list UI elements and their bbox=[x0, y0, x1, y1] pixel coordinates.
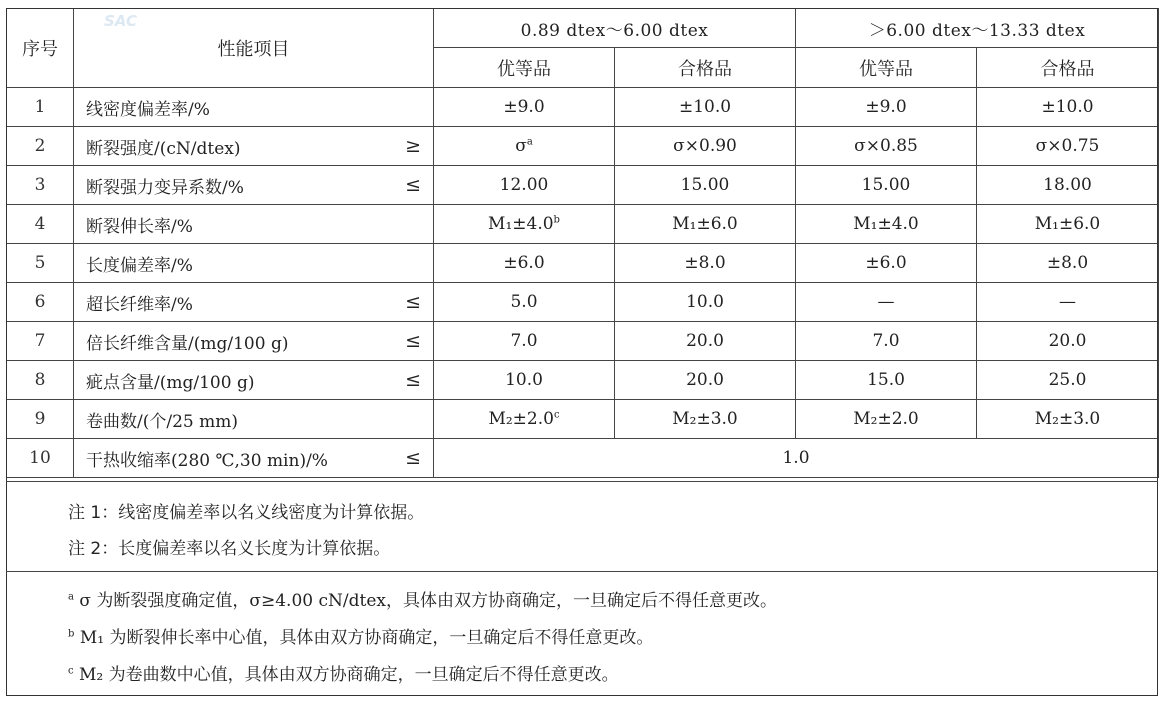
footnote-mark: a bbox=[68, 591, 74, 603]
value-text: 18.00 bbox=[1043, 175, 1092, 195]
value-text: 12.00 bbox=[499, 175, 549, 195]
value-text: σ×0.85 bbox=[854, 136, 918, 156]
row-index: 3 bbox=[7, 166, 74, 205]
row-index: 1 bbox=[7, 88, 74, 127]
footnote-a bbox=[68, 586, 777, 611]
footnote-mark: c bbox=[68, 665, 74, 677]
header-grade-superior-2: 优等品 bbox=[796, 48, 977, 88]
inequality-sign: ≤ bbox=[405, 291, 421, 313]
value-text: M₁±4.0 bbox=[853, 214, 919, 234]
note-1: 注 1：线密度偏差率以名义线密度为计算依据。 bbox=[68, 503, 425, 523]
value-text: 10.0 bbox=[686, 292, 724, 312]
footnote-ref: a bbox=[526, 136, 533, 148]
row-index: 9 bbox=[7, 400, 74, 439]
sac-watermark-logo: SAC bbox=[104, 12, 137, 30]
footnote-ref: c bbox=[553, 409, 560, 421]
footnote-b bbox=[68, 623, 653, 648]
property-label: 干热收缩率(280 ℃,30 min)/% bbox=[86, 450, 328, 471]
value-text: ±6.0 bbox=[865, 253, 907, 273]
value-text: M₁±4.0 bbox=[488, 214, 554, 234]
value-text: 15.00 bbox=[680, 175, 730, 195]
value-text: ±9.0 bbox=[503, 97, 545, 117]
value-text: ±9.0 bbox=[865, 97, 907, 117]
value-text: M₂±2.0 bbox=[488, 409, 554, 429]
footnote-text: σ 为断裂强度确定值，σ≥4.00 cN/dtex，具体由双方协商确定，一旦确定后不得任意更改。 bbox=[79, 591, 777, 611]
value-text: ±8.0 bbox=[1046, 253, 1089, 273]
inequality-sign: ≤ bbox=[405, 330, 421, 352]
value-text: ±10.0 bbox=[678, 97, 732, 117]
inequality-sign: ≤ bbox=[405, 174, 421, 196]
value-text: σ×0.90 bbox=[673, 136, 737, 156]
row-index: 6 bbox=[7, 283, 74, 322]
footnote-text: M₂ 为卷曲数中心值，具体由双方协商确定，一旦确定后不得任意更改。 bbox=[79, 665, 619, 685]
row-index: 7 bbox=[7, 322, 74, 361]
footnote-ref: b bbox=[553, 214, 560, 226]
value-text: 25.0 bbox=[1048, 370, 1087, 390]
value-text: σ bbox=[515, 136, 527, 156]
value-text: ±6.0 bbox=[503, 253, 545, 273]
header-grade-superior-1: 优等品 bbox=[434, 48, 615, 88]
row-index: 8 bbox=[7, 361, 74, 400]
value-text: ±8.0 bbox=[684, 253, 726, 273]
value-text: 20.0 bbox=[1048, 331, 1087, 351]
property-label: 线密度偏差率/% bbox=[86, 99, 210, 120]
inequality-sign: ≥ bbox=[405, 135, 421, 157]
header-grade-qualified-1: 合格品 bbox=[615, 48, 796, 88]
property-label: 断裂强力变异系数/% bbox=[86, 177, 244, 198]
row-index: 10 bbox=[7, 439, 74, 478]
note-2: 注 2：长度偏差率以名义长度为计算依据。 bbox=[68, 539, 391, 559]
footnote-c bbox=[68, 660, 619, 685]
footnote-mark: b bbox=[68, 628, 75, 640]
value-text: 10.0 bbox=[505, 370, 543, 390]
property-label: 疵点含量/(mg/100 g) bbox=[86, 372, 255, 393]
row-index: 2 bbox=[7, 127, 74, 166]
property-label: 倍长纤维含量/(mg/100 g) bbox=[86, 333, 289, 354]
property-label: 长度偏差率/% bbox=[86, 255, 193, 276]
value-text: 20.0 bbox=[686, 331, 724, 351]
row-index: 4 bbox=[7, 205, 74, 244]
value-text: 20.0 bbox=[686, 370, 724, 390]
value-text: 15.0 bbox=[867, 370, 905, 390]
header-grade-qualified-2: 合格品 bbox=[977, 48, 1159, 88]
value-text: 15.00 bbox=[861, 175, 911, 195]
value-text: M₂±2.0 bbox=[853, 409, 919, 429]
value-text: 5.0 bbox=[510, 292, 538, 312]
value-text: M₁±6.0 bbox=[672, 214, 738, 234]
value-text: 7.0 bbox=[872, 331, 900, 351]
value-text: M₁±6.0 bbox=[1034, 214, 1101, 234]
property-label: 卷曲数/(个/25 mm) bbox=[86, 411, 238, 432]
value-text: M₂±3.0 bbox=[672, 409, 738, 429]
value-cell: 1.0 bbox=[434, 439, 1159, 478]
header-range-2: ＞6.00 dtex～13.33 dtex bbox=[796, 9, 1159, 48]
property-label: 超长纤维率/% bbox=[86, 294, 193, 315]
row-index: 5 bbox=[7, 244, 74, 283]
inequality-sign: ≤ bbox=[405, 447, 421, 469]
header-property: 性能项目 bbox=[74, 9, 434, 88]
value-text: 7.0 bbox=[510, 331, 538, 351]
header-range-1: 0.89 dtex～6.00 dtex bbox=[434, 9, 796, 48]
property-label: 断裂强度/(cN/dtex) bbox=[86, 138, 241, 159]
header-index: 序号 bbox=[7, 9, 74, 88]
value-text: — bbox=[1059, 292, 1077, 312]
value-text: ±10.0 bbox=[1041, 97, 1094, 117]
footnotes-section bbox=[6, 571, 1158, 696]
value-text: — bbox=[877, 292, 895, 312]
value-text: σ×0.75 bbox=[1035, 136, 1100, 156]
property-label: 断裂伸长率/% bbox=[86, 216, 193, 237]
value-text: M₂±3.0 bbox=[1034, 409, 1101, 429]
footnote-text: M₁ 为断裂伸长率中心值，具体由双方协商确定，一旦确定后不得任意更改。 bbox=[79, 628, 654, 648]
inequality-sign: ≤ bbox=[405, 369, 421, 391]
notes-section bbox=[6, 481, 1158, 571]
